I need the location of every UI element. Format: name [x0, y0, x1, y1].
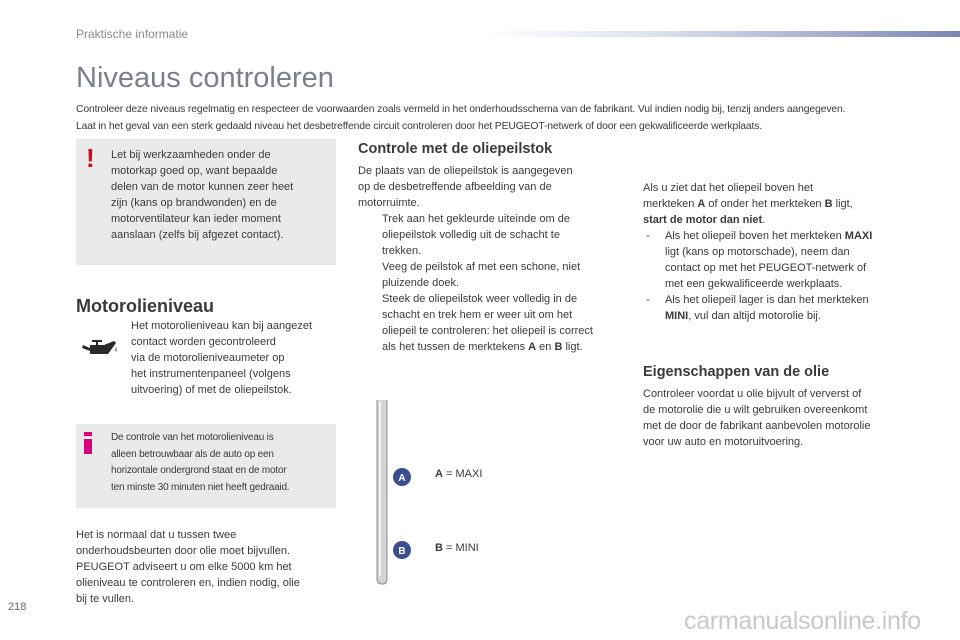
- peil-intro-line: De plaats van de oliepeilstok is aangegeven: [358, 165, 573, 177]
- normal-line: onderhoudsbeurten door olie moet bijvullen.: [76, 545, 291, 557]
- peil-intro-line: op de desbetreffende afbeelding van de: [358, 181, 552, 193]
- step-item: [358, 259, 623, 291]
- label-mini: [435, 542, 479, 554]
- step-line: schacht en trek hem er weer uit om het: [382, 309, 573, 321]
- col3-text: merkteken: [643, 198, 698, 210]
- motor-line: uitvoering) of met de oliepeilstok.: [131, 384, 292, 396]
- info-line: alleen betrouwbaar als de auto op een: [111, 448, 274, 460]
- dipstick-shaft: [377, 400, 387, 584]
- motorolieniveau-text: [131, 318, 341, 398]
- peil-intro-line: motorruimte.: [358, 197, 420, 209]
- step-text: en: [536, 341, 555, 353]
- col3-line: ligt (kans op motorschade), neem dan: [665, 246, 850, 258]
- eigenschappen-text: [643, 386, 905, 450]
- normal-line: Het is normaal dat u tussen twee: [76, 529, 237, 541]
- normal-line: olieniveau te controleren en, indien nodig, olie: [76, 577, 300, 589]
- intro-line: Laat in het geval van een sterk gedaald niveau het desbetreffende circuit controleren door het PEUGEOT-netwerk of door een gekwalificeerde werkplaats.: [76, 121, 763, 132]
- dipstick-illustration: [368, 400, 422, 586]
- watermark: carmanualsonline.info: [684, 607, 921, 635]
- oliepeilstok-intro: [358, 163, 618, 211]
- label-maxi: [435, 468, 482, 480]
- step-line: oliepeil te controleren: het oliepeil is correct: [382, 325, 593, 337]
- col3-line: [643, 212, 905, 228]
- page-number: 218: [8, 601, 27, 613]
- motor-line: contact worden gecontroleerd: [131, 336, 276, 348]
- step-text: ligt.: [562, 341, 583, 353]
- maxi-text: MAXI: [844, 230, 873, 242]
- marker-a: [393, 468, 411, 486]
- eigen-line: met de door de fabrikant aanbevolen motorolie: [643, 420, 871, 432]
- step-line: [382, 339, 623, 355]
- label-a-letter: A: [435, 468, 443, 480]
- warning-line: motorventilateur kan ieder moment: [111, 213, 281, 225]
- step-line: trekken.: [382, 245, 422, 257]
- marker-b-text: B: [554, 341, 563, 353]
- col3-text: Als het oliepeil boven het merkteken: [665, 230, 845, 242]
- motor-line: Het motorolieniveau kan bij aangezet: [131, 320, 313, 332]
- warning-line: zijn (kans op brandwonden) en de: [111, 197, 277, 209]
- eigen-line: Controleer voordat u olie bijvult of ververst of: [643, 388, 862, 400]
- marker-b-letter: B: [398, 546, 406, 557]
- warning-line: Let bij werkzaamheden onder de: [111, 149, 271, 161]
- warning-text: [111, 147, 329, 243]
- intro-text: [76, 101, 936, 135]
- eigen-line: de motorolie die u wilt gebruiken overeenkomt: [643, 404, 868, 416]
- warning-icon: !: [86, 143, 95, 173]
- oliepeilstok-heading: Controle met de oliepeilstok: [358, 141, 553, 157]
- motor-line: via de motorolieniveaumeter op: [131, 352, 285, 364]
- label-b-letter: B: [435, 542, 443, 554]
- normal-line: bij te vullen.: [76, 593, 135, 605]
- step-item: [358, 211, 623, 259]
- start-motor-warning: start de motor dan niet: [643, 214, 763, 226]
- info-line: horizontale ondergrond staat en de motor: [111, 465, 287, 476]
- marker-a-letter: A: [398, 473, 406, 484]
- marker-a-text: A: [528, 341, 537, 353]
- step-item: [358, 291, 623, 355]
- warning-line: delen van de motor kunnen zeer heet: [111, 181, 294, 193]
- dash-icon: -: [646, 294, 650, 306]
- col3-line: contact op met het PEUGEOT-netwerk of: [665, 262, 867, 274]
- col3-text: .: [762, 214, 766, 226]
- col3-line: [643, 196, 905, 212]
- col3-text: ligt,: [832, 198, 853, 210]
- info-text: [111, 430, 331, 496]
- step-line: Steek de oliepeilstok weer volledig in de: [382, 293, 578, 305]
- mini-text: MINI: [665, 310, 689, 322]
- step-line: oliepeilstok volledig uit de schacht te: [382, 229, 560, 241]
- info-line: ten minste 30 minuten niet heeft gedraaid.: [111, 481, 290, 493]
- dash-icon: -: [646, 230, 650, 242]
- col3-line: [665, 308, 905, 324]
- col3-line: [665, 228, 905, 244]
- warning-line: aanslaan (zelfs bij afgezet contact).: [111, 229, 284, 241]
- step-text: als het tussen de merktekens: [382, 341, 529, 353]
- normal-line: PEUGEOT adviseert u om elke 5000 km het: [76, 561, 292, 573]
- bijvullen-text: [76, 527, 336, 607]
- info-line: De controle van het motorolieniveau is: [111, 432, 274, 443]
- step-line: Veeg de peilstok af met een schone, niet: [382, 261, 581, 273]
- dash-item: [643, 292, 905, 324]
- page-title: Niveaus controleren: [76, 62, 334, 94]
- marker-b: [393, 541, 411, 559]
- eigen-line: voor uw auto en motoruitvoering.: [643, 436, 804, 448]
- label-a-text: = MAXI: [442, 468, 483, 480]
- label-b-text: = MINI: [442, 542, 479, 554]
- warning-line: motorkap goed op, want bepaalde: [111, 165, 278, 177]
- intro-line: Controleer deze niveaus regelmatig en respecteer de voorwaarden zoals vermeld in het onderhoudsschema van de fabrikant. Vul indien nodig bij, tenzij anders aangegeven.: [76, 104, 846, 115]
- col3-line: Als het oliepeil lager is dan het merkteken: [665, 294, 869, 306]
- oliepeil-afwijking: [643, 180, 905, 324]
- col3-line: met een gekwalificeerde werkplaats.: [665, 278, 843, 290]
- eigenschappen-heading: Eigenschappen van de olie: [643, 364, 830, 380]
- dash-item: [643, 228, 905, 292]
- info-icon: [84, 432, 92, 454]
- step-line: pluizende doek.: [382, 277, 460, 289]
- header-gradient-bar: [480, 31, 960, 37]
- section-header: Praktische informatie: [76, 27, 189, 41]
- col3-text: of onder het merkteken: [705, 198, 825, 210]
- step-line: Trek aan het gekleurde uiteinde om de: [382, 213, 570, 225]
- motorolieniveau-heading: Motorolieniveau: [76, 296, 215, 316]
- oil-can-icon: [80, 337, 120, 361]
- motor-line: het instrumentenpaneel (volgens: [131, 368, 291, 380]
- col3-line: Als u ziet dat het oliepeil boven het: [643, 182, 814, 194]
- oliepeilstok-steps: [358, 211, 623, 355]
- marker-a-text: A: [697, 198, 706, 210]
- marker-b-text: B: [824, 198, 833, 210]
- col3-text: , vul dan altijd motorolie bij.: [688, 310, 821, 322]
